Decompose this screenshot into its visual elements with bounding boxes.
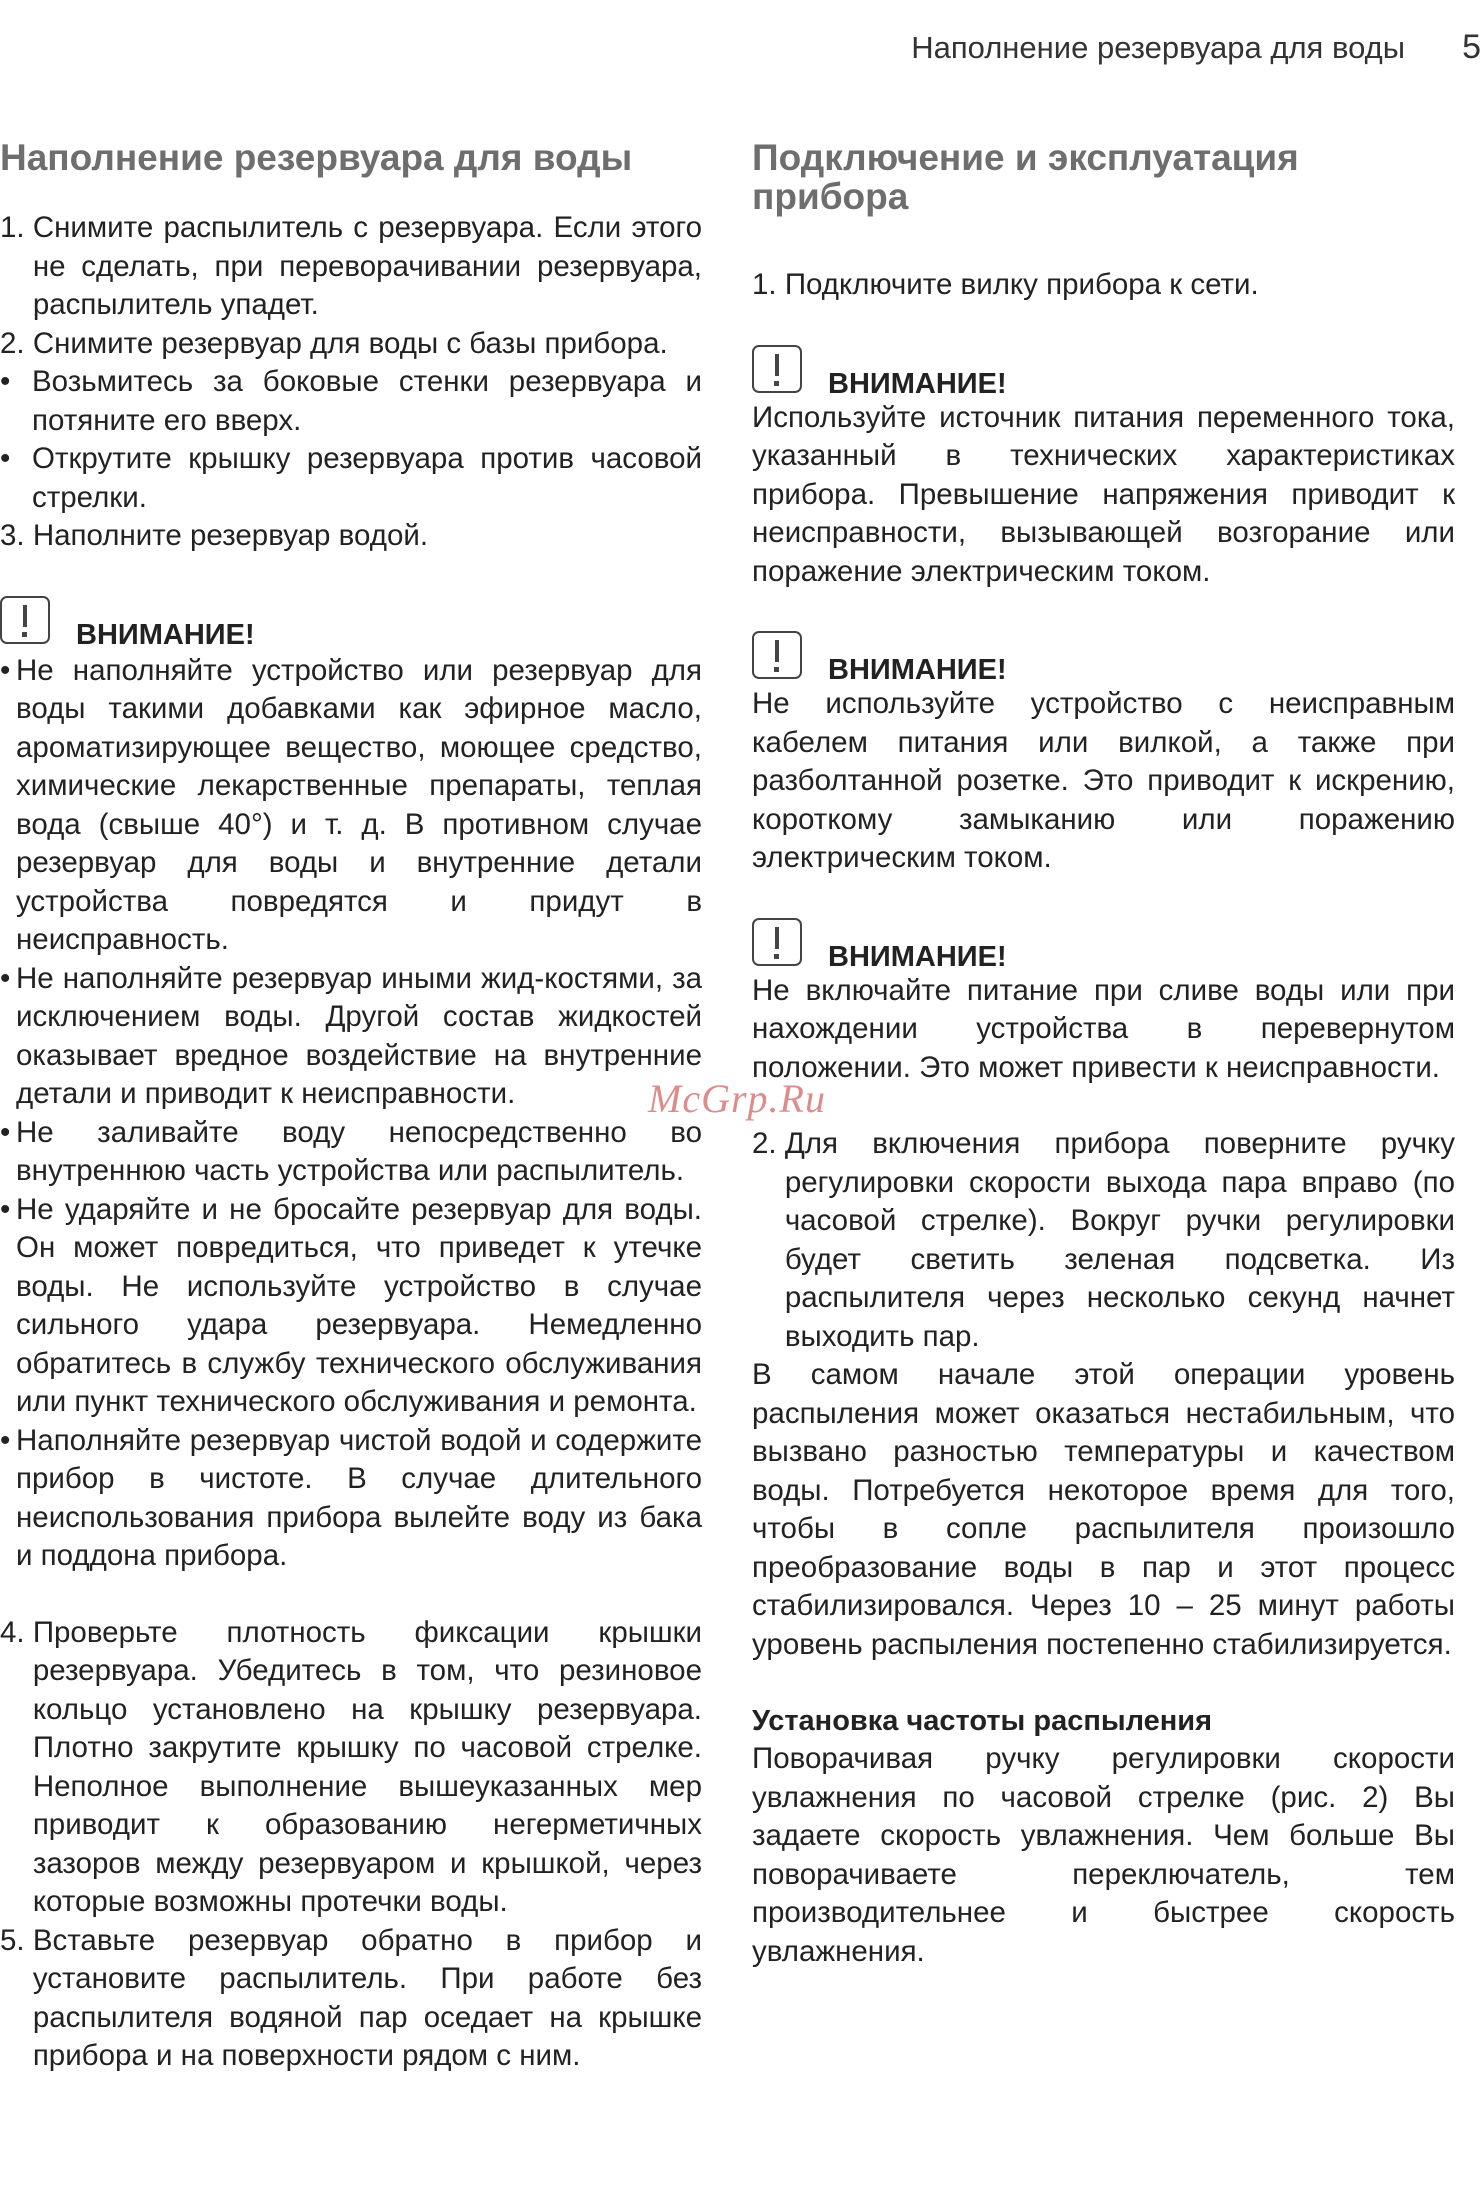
bullet-item: • Возьмитесь за боковые стенки резервуара и потяните его вверх. <box>0 365 702 437</box>
page-number: 5 <box>1462 28 1481 66</box>
running-header <box>0 24 1483 68</box>
watermark-logo: McGrp.Ru <box>648 1076 826 1121</box>
step-2: 2. Для включения прибора поверните ручку регулировки скорости выхода пара вправо (по часовой стрелке). Вокруг ручки регулировки будет светить зеленая подсветка. Из распылителя через несколько секунд начнет выходить пар. <box>752 1127 1455 1353</box>
bullet-item: • Открутите крышку резервуара против часовой стрелки. <box>0 442 702 514</box>
step-3: 3. Наполните резервуар водой. <box>0 519 429 552</box>
step-1: 1. Подключите вилку прибора к сети. <box>752 268 1259 301</box>
warning-header <box>752 345 1455 400</box>
warning-bullet: • Не ударяйте и не бросайте резервуар для воды. Он может повредиться, что приведет к утечке воды. Не используйте устройство в случае сильного удара резервуара. Немедленно обратитесь в службу технического обслуживания или пункт технического обслуживания и ремонта. <box>0 1192 702 1418</box>
warning-header <box>0 596 702 651</box>
step-2: 2. Снимите резервуар для воды с базы прибора. <box>0 326 668 360</box>
warning-label: ВНИМАНИЕ! <box>76 618 255 651</box>
subheading-spray-frequency: Установка частоты распыления <box>752 1705 1213 1737</box>
exclamation-icon <box>752 345 802 393</box>
stabilization-paragraph: В самом начале этой операции уровень распыления может оказаться нестабильным, что вызвано разностью температуры и качеством воды. Потребуется некоторое время для того, чтобы в сопле распылителя произошло преобразование воды в пар и этот процесс стабилизировался. Через 10 – 25 минут работы уровень распыления постепенно стабилизируется. <box>752 1358 1455 1661</box>
warning-label: ВНИМАНИЕ! <box>828 367 1007 400</box>
warning-text: Не включайте питание при сливе воды или при нахождении устройства в перевернутом положении. Это может привести к неисправности. <box>752 973 1455 1084</box>
left-column <box>0 138 702 2076</box>
warning-header <box>752 918 1455 973</box>
warning-text: Не используйте устройство с неисправным кабелем питания или вилкой, а также при разболтанной розетке. Это приводит к искрению, короткому замыканию или поражению электрическим током. <box>752 687 1455 874</box>
section-heading-filling: Наполнение резервуара для воды <box>0 137 633 178</box>
warning-bullet: • Наполняйте резервуар чистой водой и содержите прибор в чистоте. В случае длительного неиспользования прибора вылейте воду из бака и поддона прибора. <box>0 1423 702 1572</box>
warning-text: Используйте источник питания переменного тока, указанный в технических характеристиках прибора. Превышение напряжения приводит к неисправности, вызывающей возгорание или поражение электрическим током. <box>752 400 1455 588</box>
spray-frequency-paragraph: Поворачивая ручку регулировки скорости увлажнения по часовой стрелке (рис. 2) Вы задаете скорость увлажнения. Чем больше Вы поворачиваете переключатель, тем производительнее и быстрее скорость увлажнения. <box>752 1742 1455 1968</box>
exclamation-icon <box>0 596 50 644</box>
section-heading-operation: Подключение и эксплуатация прибора <box>752 137 1299 217</box>
warning-bullet: • Не наполняйте устройство или резервуар для воды такими добавками как эфирное масло, ароматизирующее вещество, моющее средство, химические лекарственные препараты, теплая вода (свыше 40°) и т. д. В противном случае резервуар для воды и внутренние детали устройства повредятся и придут в неисправность. <box>0 653 702 956</box>
warning-label: ВНИМАНИЕ! <box>828 940 1007 973</box>
step-5: 5. Вставьте резервуар обратно в прибор и установите распылитель. При работе без распылителя водяной пар оседает на крышке прибора и на поверхности рядом с ним. <box>0 1923 702 2072</box>
step-1: 1. Снимите распылитель с резервуара. Если этого не сделать, при переворачивании резервуара, распылитель упадет. <box>0 211 702 321</box>
step-4: 4. Проверьте плотность фиксации крышки резервуара. Убедитесь в том, что резиновое кольцо установлено на крышку резервуара. Плотно закрутите крышку по часовой стрелке. Неполное выполнение вышеуказанных мер приводит к образованию негерметичных зазоров между резервуаром и крышкой, через которые возможны протечки воды. <box>0 1615 702 1918</box>
header-title: Наполнение резервуара для воды <box>911 30 1405 65</box>
warning-bullet: • Не наполняйте резервуар иными жид-костями, за исключением воды. Другой состав жидкостей оказывает вредное воздействие на внутренние детали и приводит к неисправности. <box>0 961 702 1110</box>
exclamation-icon <box>752 631 802 679</box>
exclamation-icon <box>752 918 802 966</box>
warning-label: ВНИМАНИЕ! <box>828 654 1007 686</box>
right-column <box>752 138 1455 1971</box>
warning-bullet: • Не заливайте воду непосредственно во внутреннюю часть устройства или распылитель. <box>0 1115 702 1187</box>
warning-header <box>752 631 1455 686</box>
